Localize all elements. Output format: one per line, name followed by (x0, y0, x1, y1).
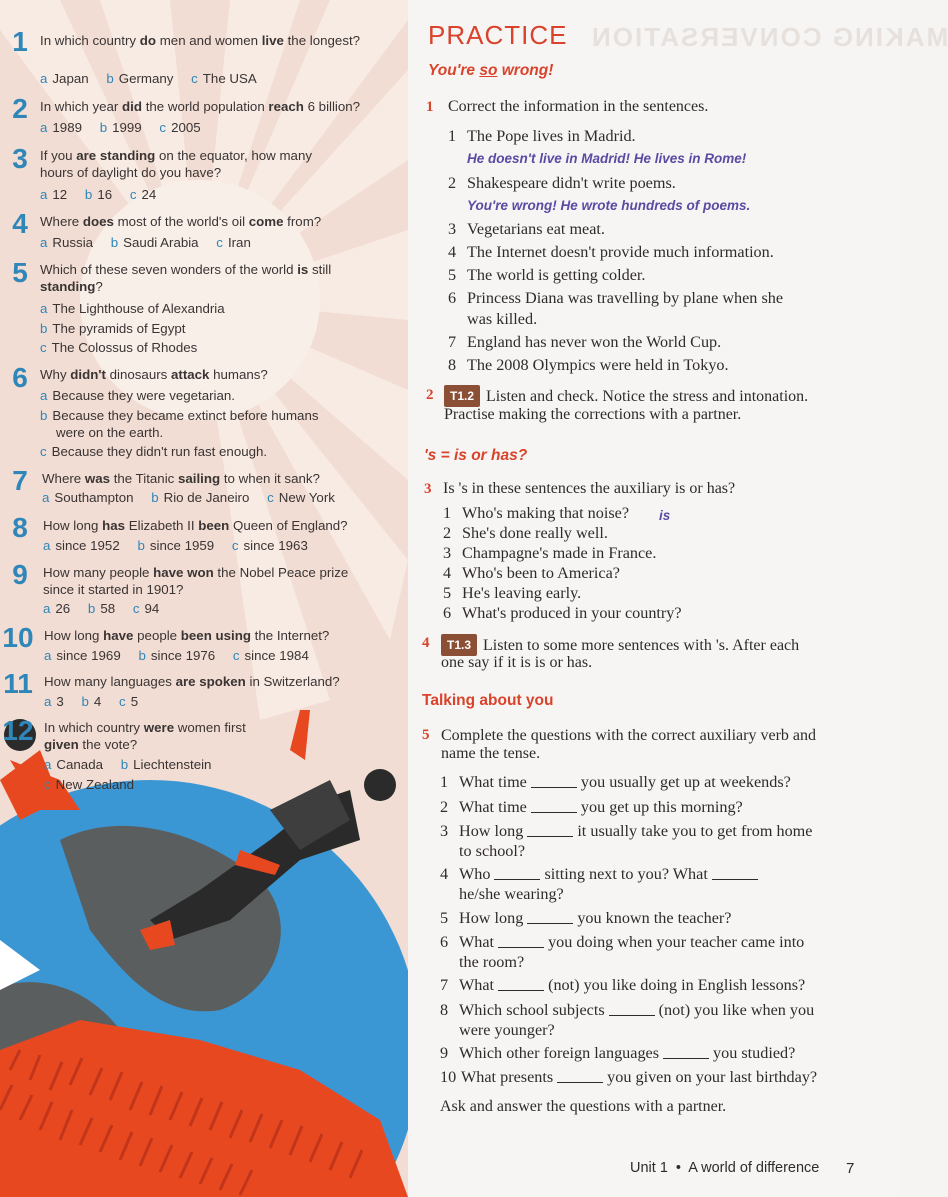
exercise-5-item-continued: to school? (459, 842, 526, 860)
option-text: 16 (97, 187, 113, 202)
exercise-3-item (443, 543, 656, 564)
item-text: He's leaving early. (462, 584, 582, 602)
item-text: Princess Diana was travelling by plane when she (467, 289, 784, 307)
page-footer (630, 1160, 819, 1176)
option-text: since 1952 (55, 538, 120, 553)
option-letter: a (40, 120, 48, 135)
question-text: If you are standing on the equator, how many hours of daylight do you have? (40, 148, 312, 180)
answer-blank[interactable] (609, 1001, 655, 1016)
question-text: How long have people been using the Internet? (44, 628, 330, 643)
item-number: 5 (448, 266, 457, 284)
item-number: 3 (443, 544, 452, 562)
question-options (40, 118, 215, 138)
option-letter: b (99, 120, 108, 135)
option-text: Because they became extinct before humans (52, 407, 319, 423)
item-text-before-blank: What (459, 976, 495, 994)
answer-blank[interactable] (663, 1044, 709, 1059)
option-letter: c (191, 71, 198, 86)
item-text: The 2008 Olympics were held in Tokyo. (467, 356, 729, 374)
exercise-5-item (440, 908, 731, 929)
item-number: 1 (448, 127, 457, 145)
option-letter: b (40, 407, 48, 423)
question-number: 3 (12, 143, 28, 174)
exercise-2-text (444, 385, 808, 407)
item-text-after-blank: you doing when your teacher came into (548, 933, 805, 951)
item-number: 1 (440, 773, 449, 791)
exercise-3-item (443, 523, 608, 544)
question-options (40, 386, 319, 461)
answer-example-2: You're wrong! He wrote hundreds of poems. (467, 198, 751, 213)
exercise-3-item (443, 583, 581, 604)
exercise-1-item (448, 126, 636, 147)
exercise-1-item (448, 355, 729, 376)
audio-track-tag[interactable]: T1.2 (444, 385, 480, 407)
exercise-5-item (440, 864, 758, 885)
option-text: The Lighthouse of Alexandria (52, 301, 225, 316)
option-text: 2005 (171, 120, 201, 135)
exercise-1-item (448, 242, 774, 263)
option-letter: c (231, 538, 239, 553)
exercise-3-item (443, 603, 682, 624)
item-text: What's produced in your country? (462, 604, 682, 622)
item-number: 8 (440, 1001, 449, 1019)
item-text-before-blank: How long (459, 909, 524, 927)
question-number: 12 (2, 715, 34, 746)
item-number: 7 (440, 976, 449, 994)
question-number: 4 (12, 208, 28, 239)
answer-blank[interactable] (527, 909, 573, 924)
item-text: Champagne's made in France. (462, 544, 657, 562)
option-text: 1999 (112, 120, 142, 135)
item-text: England has never won the World Cup. (467, 333, 722, 351)
page-number: 7 (846, 1160, 855, 1177)
option-letter: a (44, 694, 52, 709)
question-text: How many languages are spoken in Switzerland? (44, 674, 340, 689)
item-number: 3 (448, 220, 457, 238)
item-number: 2 (443, 524, 452, 542)
quiz-page (0, 0, 408, 1197)
answer-blank[interactable] (712, 865, 758, 880)
exercise-4-number: 4 (422, 635, 430, 651)
subheading-underlined-word: so (479, 62, 498, 79)
option-letter: c (40, 443, 47, 459)
answer-blank[interactable] (498, 933, 544, 948)
option-letter: b (138, 648, 146, 663)
question-options (40, 299, 225, 358)
option-letter: b (84, 187, 93, 202)
question-number: 11 (3, 668, 33, 699)
exercise-5-closing: Ask and answer the questions with a partner. (440, 1098, 727, 1115)
item-text-before-blank: Which other foreign languages (459, 1044, 660, 1062)
option-letter: b (110, 235, 119, 250)
exercise-3-item (443, 503, 629, 524)
item-text-before-blank: How long (459, 822, 524, 840)
question-options (44, 755, 225, 794)
answer-blank[interactable] (494, 865, 540, 880)
option-text: The Colossus of Rhodes (51, 340, 198, 355)
option-letter: c (232, 648, 240, 663)
exercise-1-item (448, 288, 783, 309)
item-number: 4 (448, 243, 457, 261)
option-letter: b (137, 538, 145, 553)
exercise-5-line-2: name the tense. (441, 745, 541, 762)
audio-track-tag[interactable]: T1.3 (441, 634, 477, 656)
option-letter: b (151, 490, 159, 505)
item-number: 5 (440, 909, 449, 927)
item-number: 4 (443, 564, 452, 582)
exercise-2-line-2: Practise making the corrections with a partner. (444, 406, 742, 423)
option-letter: b (81, 694, 89, 709)
item-text: Who's making that noise? (462, 504, 630, 522)
exercise-5-item (440, 932, 804, 953)
item-text-after-blank: (not) you like doing in English lessons? (548, 976, 806, 994)
item-text-after-blank: (not) you like when you (658, 1001, 815, 1019)
exercise-5-item (440, 1067, 817, 1088)
item-number: 6 (440, 933, 449, 951)
question-options (40, 69, 271, 89)
exercise-5-item-continued: the room? (459, 953, 525, 971)
option-text: The USA (202, 71, 257, 86)
item-text-after-blank: it usually take you to get from home (577, 822, 813, 840)
question-text: Why didn't dinosaurs attack humans? (40, 367, 268, 382)
option-letter: b (40, 320, 48, 336)
option-letter: a (42, 490, 50, 505)
item-text-after-blank: you studied? (713, 1044, 796, 1062)
option-letter: c (129, 187, 137, 202)
question-text: In which country do men and women live the longest? (40, 33, 361, 48)
option-text-continued: were on the earth. (56, 424, 164, 440)
exercise-1-item (448, 219, 605, 240)
option-letter: b (120, 757, 129, 772)
option-text: 12 (52, 187, 68, 202)
option-text: since 1976 (150, 648, 216, 663)
item-text-after-blank: you given on your last birthday? (607, 1068, 818, 1086)
exercise-5-item (440, 797, 743, 818)
question-options (40, 233, 265, 253)
question-number: 10 (2, 622, 34, 653)
question-options (44, 692, 152, 712)
option-letter: a (44, 757, 52, 772)
option-text: since 1984 (244, 648, 309, 663)
unit-label: Unit 1 (630, 1160, 668, 1176)
exercise-3-number: 3 (424, 481, 432, 497)
item-text-after-blank: sitting next to you? What (544, 865, 708, 883)
answer-blank[interactable] (531, 798, 577, 813)
option-text: 24 (141, 187, 157, 202)
item-text: The Internet doesn't provide much information. (467, 243, 774, 261)
item-number: 9 (440, 1044, 449, 1062)
question-number: 1 (12, 26, 28, 57)
option-text: Iran (227, 235, 251, 250)
question-options (43, 599, 173, 619)
exercise-5-item (440, 772, 791, 793)
option-text: Germany (118, 71, 174, 86)
option-text: Russia (52, 235, 94, 250)
question-options (40, 185, 170, 205)
option-letter: a (40, 388, 48, 403)
option-text: 3 (56, 694, 64, 709)
answer-blank[interactable] (557, 1068, 603, 1083)
question-text: Which of these seven wonders of the world is still standing? (40, 262, 332, 294)
option-letter: a (40, 187, 48, 202)
exercise-4-line-1: Listen to some more sentences with 's. After each (483, 637, 800, 654)
exercise-5-item (440, 975, 805, 996)
exercise-3-instruction: Is 's in these sentences the auxiliary is or has? (443, 480, 736, 497)
option-letter: a (40, 235, 48, 250)
item-text-before-blank: Which school subjects (459, 1001, 605, 1019)
option-text: Canada (56, 757, 103, 772)
item-number: 3 (440, 822, 449, 840)
answer-blank[interactable] (527, 822, 573, 837)
exercise-1-item (448, 173, 676, 194)
option-text: Rio de Janeiro (163, 490, 250, 505)
item-text: The Pope lives in Madrid. (467, 127, 636, 145)
question-text: In which year did the world population reach 6 billion? (40, 99, 361, 114)
answer-example-3: is (659, 508, 671, 523)
option-letter: a (40, 71, 48, 86)
option-text: 4 (93, 694, 102, 709)
exercise-2-number: 2 (426, 387, 434, 403)
option-text: Southampton (54, 490, 134, 505)
item-text: Who's been to America? (462, 564, 620, 582)
subheading-part: wrong! (497, 62, 554, 79)
option-text: The pyramids of Egypt (52, 320, 186, 336)
item-text: Vegetarians eat meat. (467, 220, 605, 238)
option-letter: c (119, 694, 126, 709)
option-text: Japan (52, 71, 89, 86)
answer-blank[interactable] (498, 976, 544, 991)
question-number: 5 (12, 257, 28, 288)
exercise-5-number: 5 (422, 727, 430, 743)
question-text: How long has Elizabeth II been Queen of England? (43, 518, 348, 533)
answer-example-1: He doesn't live in Madrid! He lives in Rome! (467, 151, 747, 166)
item-text-before-blank: What time (459, 773, 527, 791)
option-letter: a (43, 601, 51, 616)
exercise-5-item (440, 1043, 795, 1064)
item-text-before-blank: Who (459, 865, 491, 883)
option-text: 1989 (52, 120, 82, 135)
option-letter: c (40, 340, 47, 355)
bleed-through-heading: MAKING CONVERSATION (590, 22, 948, 52)
exercise-1-item (448, 332, 721, 353)
option-letter: c (44, 776, 51, 792)
item-number: 6 (448, 289, 457, 307)
exercise-3-item (443, 563, 620, 584)
option-letter: c (159, 120, 167, 135)
question-number: 2 (12, 93, 28, 124)
item-number: 2 (448, 174, 457, 192)
item-number: 10 (440, 1068, 457, 1086)
option-text: 26 (55, 601, 71, 616)
option-text: New Zealand (55, 776, 135, 792)
exercise-5-item (440, 1000, 814, 1021)
unit-title: A world of difference (688, 1160, 820, 1176)
item-number: 2 (440, 798, 449, 816)
exercise-1-item-continued: was killed. (467, 310, 538, 328)
item-number: 6 (443, 604, 452, 622)
option-text: 94 (144, 601, 160, 616)
option-letter: a (43, 538, 51, 553)
option-text: Saudi Arabia (123, 235, 199, 250)
option-letter: a (44, 648, 52, 663)
item-number: 1 (443, 504, 452, 522)
item-text-after-blank: you get up this morning? (580, 798, 743, 816)
footer-separator: • (675, 1160, 681, 1176)
option-text: 5 (130, 694, 139, 709)
option-letter: b (87, 601, 96, 616)
exercise-1-instruction: Correct the information in the sentences. (448, 98, 709, 115)
option-letter: a (40, 301, 48, 316)
item-text-before-blank: What presents (461, 1068, 554, 1086)
exercise-5-item-continued: he/she wearing? (459, 885, 564, 903)
option-text: Because they were vegetarian. (52, 388, 235, 403)
option-text: since 1969 (56, 648, 121, 663)
option-text: New York (278, 490, 335, 505)
item-text: She's done really well. (462, 524, 608, 542)
item-text-before-blank: What time (459, 798, 527, 816)
option-text: 58 (100, 601, 116, 616)
exercise-5-item-continued: were younger? (459, 1021, 555, 1039)
item-number: 5 (443, 584, 452, 602)
item-number: 8 (448, 356, 457, 374)
option-text: since 1959 (149, 538, 215, 553)
option-letter: c (267, 490, 274, 505)
item-text-after-blank: you known the teacher? (577, 909, 732, 927)
option-text: Because they didn't run fast enough. (51, 443, 268, 459)
talking-about-you-heading: Talking about you (422, 692, 554, 709)
question-text: Where was the Titanic sailing to when it sank? (42, 471, 320, 486)
item-text-after-blank: you usually get up at weekends? (580, 773, 791, 791)
exercise-5-line-1: Complete the questions with the correct auxiliary verb and (441, 727, 816, 744)
practice-heading: PRACTICE (428, 20, 568, 50)
item-text: The world is getting colder. (467, 266, 646, 284)
option-text: Liechtenstein (133, 757, 212, 772)
item-text-before-blank: What (459, 933, 495, 951)
item-number: 4 (440, 865, 449, 883)
question-options (42, 488, 349, 508)
question-number: 8 (12, 512, 28, 543)
option-text: since 1963 (243, 538, 308, 553)
answer-blank[interactable] (531, 773, 577, 788)
question-options (43, 536, 322, 556)
question-text: In which country were women first given the vote? (44, 720, 246, 752)
question-number: 6 (12, 362, 28, 393)
exercise-4-line-2: one say if it is is or has. (441, 654, 593, 671)
question-text: Where does most of the world's oil come from? (40, 214, 322, 229)
item-text: Shakespeare didn't write poems. (467, 174, 676, 192)
exercise-1-number: 1 (426, 99, 434, 115)
s-is-or-has-heading: 's = is or has? (424, 447, 528, 464)
exercise-5-item (440, 821, 812, 842)
question-number: 7 (12, 465, 28, 496)
question-text: How many people have won the Nobel Peace prize since it started in 1901? (43, 565, 349, 597)
exercise-2-line-1: Listen and check. Notice the stress and intonation. (486, 388, 809, 405)
question-number: 9 (12, 559, 28, 590)
practice-subheading (428, 62, 553, 80)
option-letter: c (132, 601, 140, 616)
question-options (44, 646, 323, 666)
option-letter: b (106, 71, 114, 86)
subheading-part: You're (428, 62, 480, 79)
item-number: 7 (448, 333, 457, 351)
exercise-1-item (448, 265, 645, 286)
option-letter: c (216, 235, 223, 250)
